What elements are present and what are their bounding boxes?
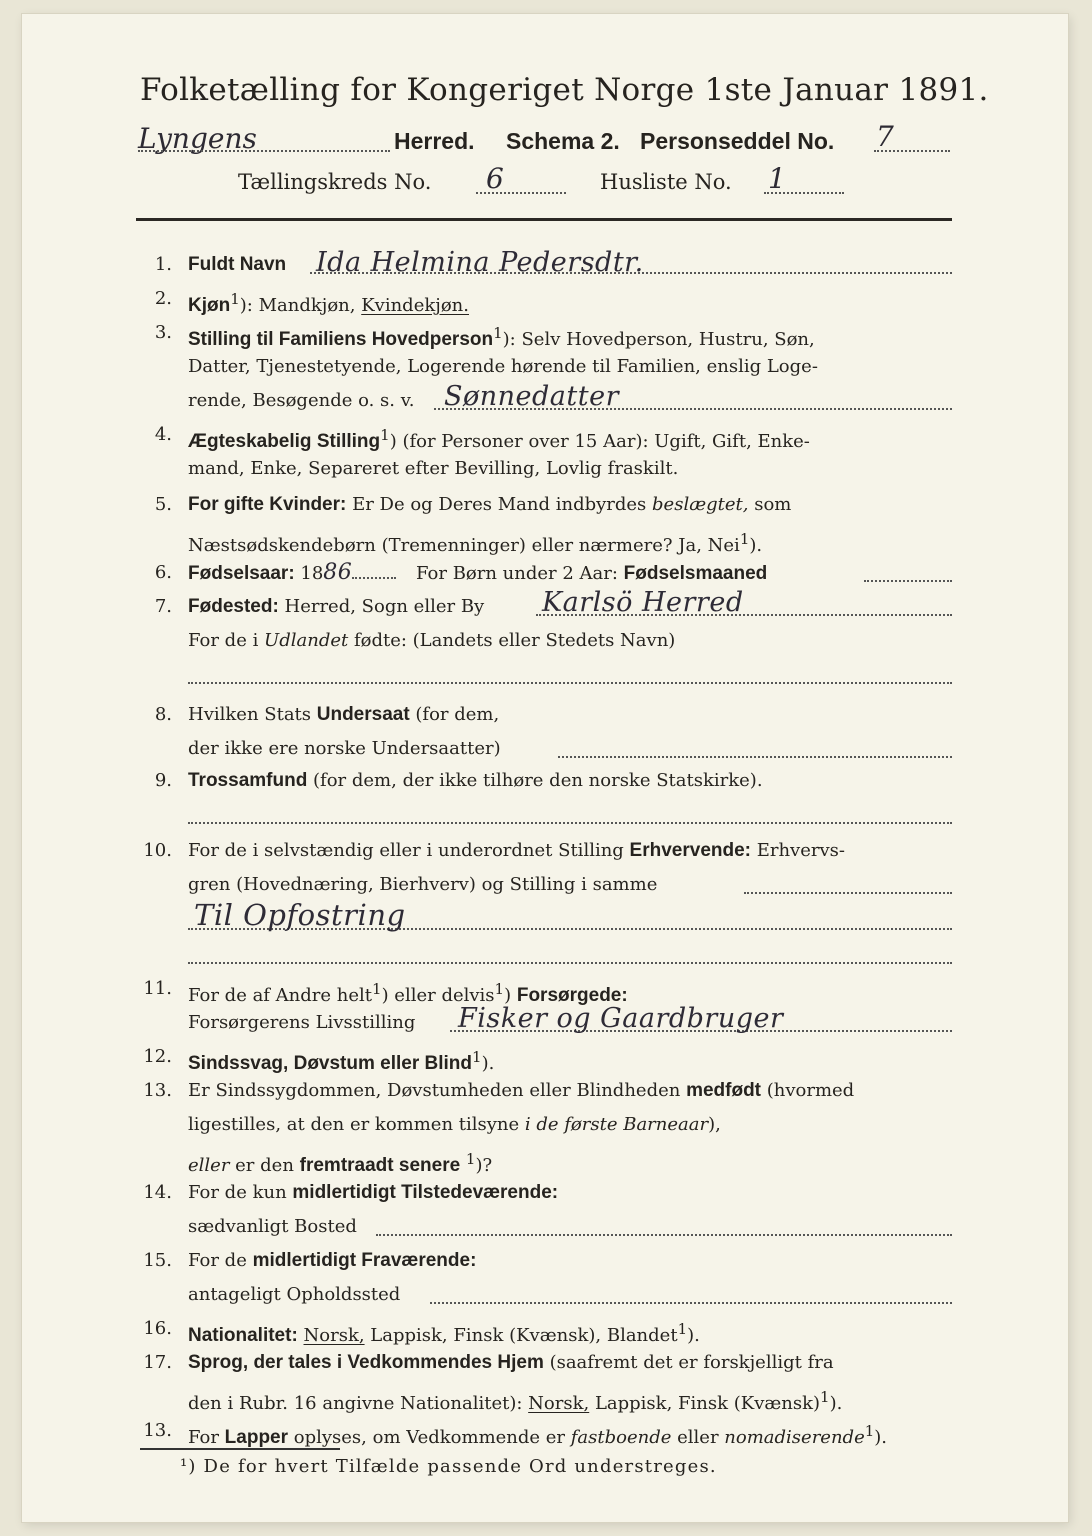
item-text: For de af Andre helt <box>188 985 373 1006</box>
item-number: 17. <box>143 1352 172 1373</box>
item-text: )? <box>475 1155 493 1176</box>
item-text: sædvanligt Bosted <box>188 1216 357 1237</box>
item-label: Trossamfund <box>188 770 308 791</box>
item-label: Stilling til Familiens Hovedperson <box>188 329 494 350</box>
fill-dots <box>188 962 952 964</box>
item-number: 15. <box>143 1250 172 1271</box>
item-text: Er Sindssygdommen, Døvstumheden eller Blindheden <box>188 1080 687 1101</box>
item-number: 10. <box>143 840 172 861</box>
item-label: Kjøn <box>188 295 231 316</box>
item-text: Herred, Sogn eller By <box>278 596 485 617</box>
item-number: 5. <box>154 494 172 515</box>
item-text: For de i <box>188 630 265 651</box>
item-text: Erhvervs- <box>751 840 845 861</box>
item-text: ). <box>481 1053 495 1074</box>
item-number: 2. <box>154 288 172 309</box>
item-text: oplyses, om Vedkommende er <box>288 1427 571 1448</box>
item-text: For de kun <box>188 1182 293 1203</box>
item-label: midlertidigt Tilstedeværende: <box>292 1182 559 1203</box>
item-number: 9. <box>154 770 172 791</box>
item-number: 13. <box>143 1420 172 1441</box>
item-label: Nationalitet: <box>188 1325 298 1346</box>
selected-option: Norsk, <box>528 1393 590 1414</box>
item-label: Fødselsaar: <box>188 563 295 584</box>
fill-dots <box>558 756 952 758</box>
item-text: Datter, Tjenestetyende, Logerende hørende til Familien, enslig Loge- <box>188 356 818 377</box>
item-label: fremtraadt senere <box>299 1155 461 1176</box>
provider-occupation-value: Fisker og Gaardbruger <box>458 1006 784 1034</box>
fill-dots <box>188 822 952 824</box>
item-text: ), <box>708 1114 721 1135</box>
item-label: Fuldt Navn <box>188 254 287 275</box>
item-text: beslægtet, <box>652 494 749 515</box>
item-label: For gifte Kvinder: <box>188 494 347 515</box>
item-label: Erhvervende: <box>629 840 751 861</box>
item-number: 11. <box>143 978 172 999</box>
item-text: eller <box>671 1427 725 1448</box>
item-number: 7. <box>154 596 172 617</box>
item-text: ): Selv Hovedperson, Hustru, Søn, <box>502 329 815 350</box>
item-number: 16. <box>143 1318 172 1339</box>
header-rule <box>136 218 952 221</box>
birth-year-value: 86 <box>323 560 353 585</box>
item-number: 14. <box>143 1182 172 1203</box>
item-text: (hvormed <box>761 1080 855 1101</box>
fill-dots <box>376 1234 952 1236</box>
item-text: ): Mandkjøn, <box>239 295 362 316</box>
item-text: For <box>188 1427 225 1448</box>
item-text: Er De og Deres Mand indbyrdes <box>346 494 653 515</box>
item-text: eller <box>188 1155 230 1176</box>
husliste-dots <box>764 192 844 194</box>
husliste-label: Husliste No. <box>600 170 732 194</box>
kreds-value: 6 <box>486 162 504 195</box>
item-text: der ikke ere norske Undersaatter) <box>188 738 501 759</box>
item-text: Forsørgerens Livsstilling <box>188 1012 416 1033</box>
item-label: Ægteskabelig Stilling <box>188 431 381 452</box>
item-text: i de første Barneaar <box>524 1114 709 1135</box>
item-text: 18 <box>294 563 324 584</box>
item-text: Lappisk, Finsk (Kvænsk), Blandet <box>364 1325 678 1346</box>
item-label: Undersaat <box>316 704 410 725</box>
item-label: Lapper <box>224 1427 289 1448</box>
item-number: 13. <box>143 1080 172 1101</box>
item-text: ligestilles, at den er kommen tilsyne <box>188 1114 525 1135</box>
birthplace-value: Karlsö Herred <box>542 590 744 618</box>
selected-option: Kvindekjøn. <box>361 295 469 316</box>
item-text: Lappisk, Finsk (Kvænsk) <box>589 1393 821 1414</box>
item-text: antageligt Opholdssted <box>188 1284 401 1305</box>
item-text: Hvilken Stats <box>188 704 317 725</box>
item-text: som <box>748 494 792 515</box>
occupation-value: Til Opfostring <box>194 902 406 932</box>
item-label: medfødt <box>686 1080 761 1101</box>
fill-dots <box>188 682 952 684</box>
item-label: Sindssvag, Døvstum eller Blind <box>188 1053 473 1074</box>
item-number: 1. <box>154 254 172 275</box>
item-text: For de i selvstændig eller i underordnet Stilling <box>188 840 630 861</box>
item-text: fødte: (Landets eller Stedets Navn) <box>348 630 676 651</box>
item-label: Fødested: <box>188 596 279 617</box>
item-text: ) (for Personer over 15 Aar): Ugift, Gift, Enke- <box>389 431 810 452</box>
fill-dots <box>430 1302 952 1304</box>
item-label: midlertidigt Fraværende: <box>252 1250 477 1271</box>
item-text: mand, Enke, Separeret efter Bevilling, Lovlig fraskilt. <box>188 458 679 479</box>
item-text: For de <box>188 1250 253 1271</box>
item-label: Fødselsmaaned <box>623 563 768 584</box>
personseddel-value: 7 <box>876 120 894 153</box>
item-number: 12. <box>143 1046 172 1067</box>
item-text: (for dem, der ikke tilhøre den norske Statskirke). <box>307 770 763 791</box>
schema-label: Schema 2. <box>506 128 620 154</box>
herred-value: Lyngens <box>138 122 257 155</box>
selected-option: Norsk, <box>303 1325 365 1346</box>
fill-dots <box>864 580 952 582</box>
kreds-dots <box>476 192 566 194</box>
item-text: nomadiserende <box>724 1427 865 1448</box>
personseddel-dots <box>874 150 950 152</box>
position-value: Sønnedatter <box>444 384 619 412</box>
item-text: ) eller delvis <box>381 985 495 1006</box>
item-number: 4. <box>154 424 172 445</box>
item-text: den i Rubr. 16 angivne Nationalitet): <box>188 1393 529 1414</box>
kreds-label: Tællingskreds No. <box>238 170 432 194</box>
personseddel-label: Personseddel No. <box>640 128 835 154</box>
item-text: For Børn under 2 Aar: <box>416 563 624 584</box>
item-label: Sprog, der tales i Vedkommendes Hjem <box>188 1352 544 1373</box>
fill-dots <box>744 892 952 894</box>
item-label: Forsørgede: <box>516 985 628 1006</box>
item-text: rende, Besøgende o. s. v. <box>188 390 415 411</box>
footnote-ref: 1 <box>230 290 240 308</box>
item-number: 8. <box>154 704 172 725</box>
item-text: (saafremt det er forskjelligt fra <box>543 1352 834 1373</box>
item-number: 3. <box>154 322 172 343</box>
husliste-value: 1 <box>768 162 786 195</box>
item-text: Næstsødskendebørn (Tremenninger) eller nærmere? Ja, Nei <box>188 535 740 556</box>
full-name-value: Ida Helmina Pedersdtr. <box>316 248 644 278</box>
footnote: ¹) De for hvert Tilfælde passende Ord understreges. <box>180 1456 717 1477</box>
item-number: 6. <box>154 562 172 583</box>
item-text: fastboende <box>570 1427 672 1448</box>
footnote-rule <box>140 1448 340 1450</box>
form-title: Folketælling for Kongeriget Norge 1ste Januar 1891. <box>140 72 989 108</box>
item-text: gren (Hovednæring, Bierhverv) og Stilling i samme <box>188 874 658 895</box>
item-text: Udlandet <box>264 630 349 651</box>
herred-label: Herred. <box>394 128 475 154</box>
item-text: (for dem, <box>409 704 500 725</box>
item-text: er den <box>229 1155 300 1176</box>
herred-dots <box>138 150 390 152</box>
